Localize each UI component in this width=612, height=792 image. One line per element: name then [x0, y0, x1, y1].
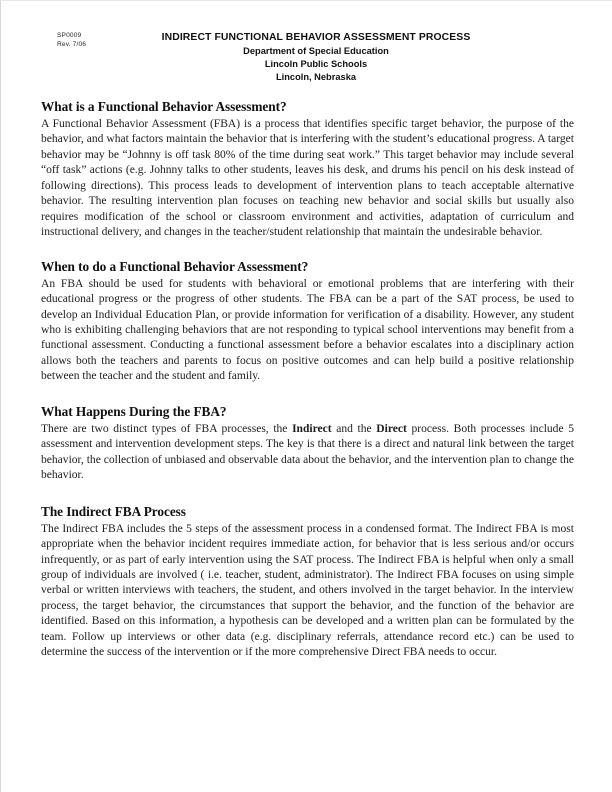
document-title: INDIRECT FUNCTIONAL BEHAVIOR ASSESSMENT PROCESS	[161, 32, 471, 43]
location-line: Lincoln, Nebraska	[275, 72, 357, 82]
section-paragraph: An FBA should be used for students with behavioral or emotional problems that are interfering with their educational progress or the progress of other students. The FBA can be a part of the SAT process, be used to develop an Individual Education Plan, or provide information for verification of a disability. However, any student who is exhibiting challenging behaviors that are not responding to typical school interventions may benefit from a functional assessment. Conducting a functional assessment before a behavior escalates into a disciplinary action allows both the teachers and parents to focus on positive outcomes and can help build a positive relationship between the teacher and the student and family.	[41, 277, 574, 383]
section-paragraph	[41, 422, 574, 484]
paragraph-text-part: and the	[331, 422, 377, 435]
section-what-happens-during-fba	[41, 404, 574, 484]
form-code-block	[57, 31, 86, 49]
district-line: Lincoln Public Schools	[264, 58, 368, 69]
emphasis-indirect: Indirect	[292, 422, 332, 435]
form-code: SP0009	[57, 32, 82, 39]
section-paragraph: A Functional Behavior Assessment (FBA) is a process that identifies specific target behavior, the purpose of the behavior, and what factors maintain the behavior that is interfering with the student’s educational progress. A target behavior may be “Johnny is off task 80% of the time during seat work.” This target behavior may include several “off task” actions (e.g. Johnny talks to other students, leaves his desk, and drums his pencil on his desk instead of following directions). This process leads to development of intervention plans to teach acceptable alternative behavior. The resulting intervention plan focuses on teaching new behavior and social skills but usually also requires modification of the school or classroom environment and activities, adaptation of curriculum and instructional delivery, and changes in the teacher/student relationship that maintain the undesirable behavior.	[41, 118, 574, 239]
emphasis-direct: Direct	[376, 422, 407, 435]
document-header	[1, 31, 612, 84]
section-heading: The Indirect FBA Process	[41, 503, 186, 519]
paragraph-text-part: There are two distinct types of FBA processes, the	[41, 422, 293, 435]
section-paragraph: The Indirect FBA includes the 5 steps of the assessment process in a condensed format. The Indirect FBA is most appropriate when the behavior incident requires immediate action, for behavior that is less serious and/or occurs infrequently, or as part of early intervention using the SAT process. The Indirect FBA is helpful when only a small group of individuals are involved ( i.e. teacher, student, administrator). The Indirect FBA focuses on using simple verbal or written interviews with teachers, the student, and others involved in the target behavior. In the interview process, the target behavior, the circumstances that support the behavior, and the function of the behavior are identified. Based on this information, a hypothesis can be developed and a written plan can be formulated by the team. Follow up interviews or other data (e.g. disciplinary referrals, attendance record etc.) can be used to determine the success of the intervention or if the more comprehensive Direct FBA needs to occur.	[41, 522, 574, 659]
document-body	[41, 99, 574, 661]
section-when-to-do-fba	[41, 259, 574, 385]
section-heading: What Happens During the FBA?	[41, 403, 227, 419]
section-indirect-fba-process	[41, 504, 574, 661]
title-stack	[1, 31, 612, 84]
department-line: Department of Special Education	[243, 45, 389, 56]
section-what-is-fba	[41, 99, 574, 241]
section-heading: When to do a Functional Behavior Assessment?	[41, 258, 309, 274]
section-heading: What is a Functional Behavior Assessment?	[41, 99, 287, 114]
paragraph-text-part: process. Both processes include 5 assessment and intervention development steps. The key is that there is a direct and natural link between the target behavior, the collection of unbiased and observable data about the behavior, and the intervention plan to change the behavior.	[41, 422, 574, 482]
form-revision: Rev. 7/06	[57, 41, 87, 49]
